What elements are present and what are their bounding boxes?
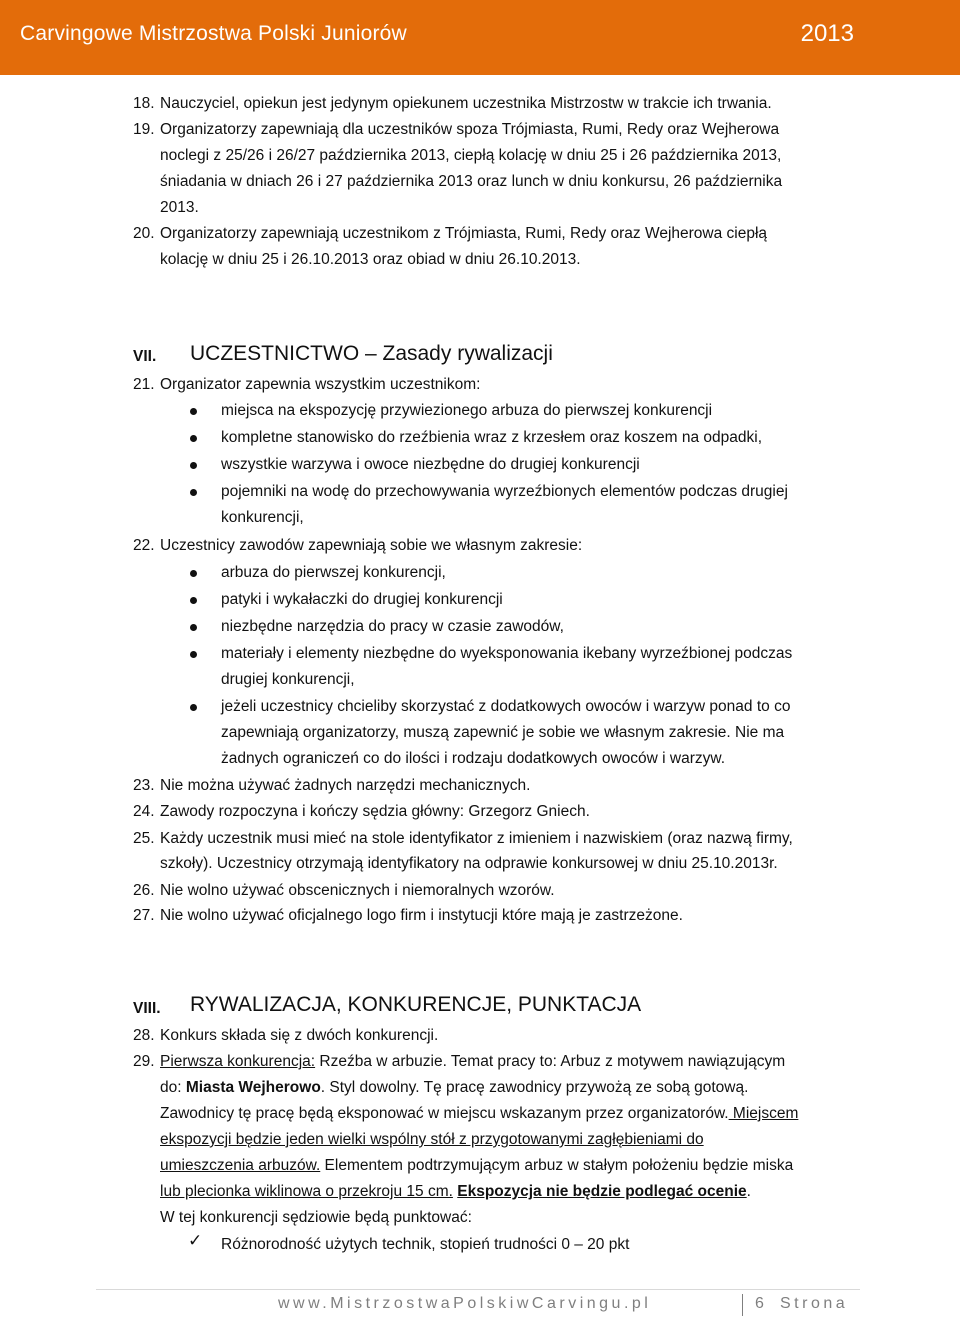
bullet-icon [190, 570, 197, 577]
bullet-text: niezbędne narzędzia do pracy w czasie zawodów, [221, 618, 564, 635]
bullet-text: drugiej konkurencji, [221, 671, 355, 688]
item-text [160, 1101, 798, 1127]
bullet-icon [190, 435, 197, 442]
item-text: Organizator zapewnia wszystkim uczestnikom: [160, 376, 481, 393]
item-number: 27. [133, 907, 155, 924]
section-title: UCZESTNICTWO – Zasady rywalizacji [190, 342, 553, 365]
item-text [160, 1049, 785, 1075]
bullet-text: wszystkie warzywa i owoce niezbędne do drugiej konkurencji [221, 456, 640, 473]
bullet-text: materiały i elementy niezbędne do wyeksponowania ikebany wyrzeźbionej podczas [221, 645, 793, 662]
bullet-text: jeżeli uczestnicy chcieliby skorzystać z dodatkowych owoców i warzyw ponad to co [221, 698, 791, 715]
item-text [160, 1153, 793, 1179]
bullet-icon [190, 489, 197, 496]
bullet-text: zapewniają organizatorzy, muszą zapewnić je sobie we własnym zakresie. Nie ma [221, 724, 785, 741]
bullet-text: żadnych ograniczeń co do ilości i rodzaju dodatkowych owoców i warzyw. [221, 750, 725, 767]
item-text: Nauczyciel, opiekun jest jedynym opiekunem uczestnika Mistrzostw w trakcie ich trwania. [160, 95, 772, 112]
bold-underlined-text: Ekspozycja nie będzie podlegać ocenie [457, 1183, 747, 1200]
footer-website: www.MistrzostwaPolskiwCarvingu.pl [278, 1295, 652, 1312]
bullet-text: konkurencji, [221, 509, 304, 526]
item-text: Nie wolno używać obscenicznych i niemoralnych wzorów. [160, 882, 555, 899]
bullet-text: arbuza do pierwszej konkurencji, [221, 564, 446, 581]
text-run: . [746, 1183, 751, 1200]
item-number: 21. [133, 376, 155, 393]
header-year: 2013 [800, 20, 854, 47]
footer-page-label: Strona [780, 1295, 849, 1312]
bullet-icon [190, 408, 197, 415]
item-text: Zawody rozpoczyna i kończy sędzia główny: Grzegorz Gniech. [160, 803, 590, 820]
footer-page-number: 6 [755, 1295, 768, 1312]
section-title: RYWALIZACJA, KONKURENCJE, PUNKTACJA [190, 993, 642, 1016]
item-number: 19. [133, 121, 155, 138]
text-run: do: [160, 1079, 186, 1096]
underlined-text: umieszczenia arbuzów. [160, 1157, 321, 1174]
bullet-text: kompletne stanowisko do rzeźbienia wraz z krzesłem oraz koszem na odpadki, [221, 429, 763, 446]
check-item-text: Różnorodność użytych technik, stopień trudności 0 – 20 pkt [221, 1236, 630, 1253]
item-text: 2013. [160, 199, 199, 216]
text-run: Elementem podtrzymującym arbuz w stałym położeniu będzie miska [320, 1157, 794, 1174]
underlined-text: Pierwsza konkurencja: [160, 1053, 316, 1070]
item-number: 23. [133, 777, 155, 794]
footer-separator [742, 1294, 743, 1316]
item-text: Organizatorzy zapewniają dla uczestników spoza Trójmiasta, Rumi, Redy oraz Wejherowa [160, 121, 780, 138]
bullet-icon [190, 624, 197, 631]
item-text: Każdy uczestnik musi mieć na stole identyfikator z imieniem i nazwiskiem (oraz nazwą firmy, [160, 830, 793, 847]
text-run: . Styl dowolny. Tę pracę zawodnicy przywożą ze sobą gotową. [320, 1079, 749, 1096]
underlined-text: lub plecionka wiklinowa o przekroju 15 cm. [160, 1183, 453, 1200]
text-run: Zawodnicy tę pracę będą eksponować w miejscu wskazanym przez organizatorów. [160, 1105, 729, 1122]
item-number: 26. [133, 882, 155, 899]
section-number: VII. [133, 348, 157, 365]
item-text: Nie można używać żadnych narzędzi mechanicznych. [160, 777, 531, 794]
item-number: 24. [133, 803, 155, 820]
section-number: VIII. [133, 1000, 161, 1017]
bullet-text: patyki i wykałaczki do drugiej konkurencji [221, 591, 503, 608]
underlined-text: ekspozycji będzie jeden wielki wspólny stół z przygotowanymi zagłębieniami do [160, 1131, 704, 1148]
item-text: Organizatorzy zapewniają uczestnikom z Trójmiasta, Rumi, Redy oraz Wejherowa ciepłą [160, 225, 768, 242]
item-number: 29. [133, 1053, 155, 1070]
checkmark-icon: ✓ [188, 1231, 203, 1250]
item-text: kolację w dniu 25 i 26.10.2013 oraz obiad w dniu 26.10.2013. [160, 251, 581, 268]
item-text: Konkurs składa się z dwóch konkurencji. [160, 1027, 439, 1044]
item-text: Nie wolno używać oficjalnego logo firm i instytucji które mają je zastrzeżone. [160, 907, 683, 924]
item-number: 20. [133, 225, 155, 242]
item-text: Uczestnicy zawodów zapewniają sobie we własnym zakresie: [160, 537, 583, 554]
item-number: 22. [133, 537, 155, 554]
bullet-icon [190, 462, 197, 469]
bullet-text: miejsca na ekspozycję przywiezionego arbuza do pierwszej konkurencji [221, 402, 713, 419]
page-header [0, 0, 960, 75]
item-text: noclegi z 25/26 i 26/27 października 2013, ciepłą kolację w dniu 25 i 26 października 2013, [160, 147, 782, 164]
item-number: 25. [133, 830, 155, 847]
footer-divider [96, 1289, 860, 1290]
item-text: W tej konkurencji sędziowie będą punktować: [160, 1209, 472, 1226]
bold-text: Miasta Wejherowo [185, 1079, 321, 1096]
header-title: Carvingowe Mistrzostwa Polski Juniorów [20, 22, 407, 45]
underlined-text: Miejscem [728, 1105, 799, 1122]
bullet-icon [190, 651, 197, 658]
bullet-text: pojemniki na wodę do przechowywania wyrzeźbionych elementów podczas drugiej [221, 483, 788, 500]
item-number: 28. [133, 1027, 155, 1044]
item-text: szkoły). Uczestnicy otrzymają identyfikatory na odprawie konkursowej w dniu 25.10.2013r. [160, 855, 778, 872]
text-run: Rzeźba w arbuzie. Temat pracy to: Arbuz z motywem nawiązującym [315, 1053, 786, 1070]
item-text [160, 1075, 748, 1101]
item-text [160, 1179, 751, 1205]
item-number: 18. [133, 95, 155, 112]
item-text: śniadania w dniach 26 i 27 października 2013 oraz lunch w dniu konkursu, 26 października [160, 173, 783, 190]
bullet-icon [190, 597, 197, 604]
bullet-icon [190, 704, 197, 711]
